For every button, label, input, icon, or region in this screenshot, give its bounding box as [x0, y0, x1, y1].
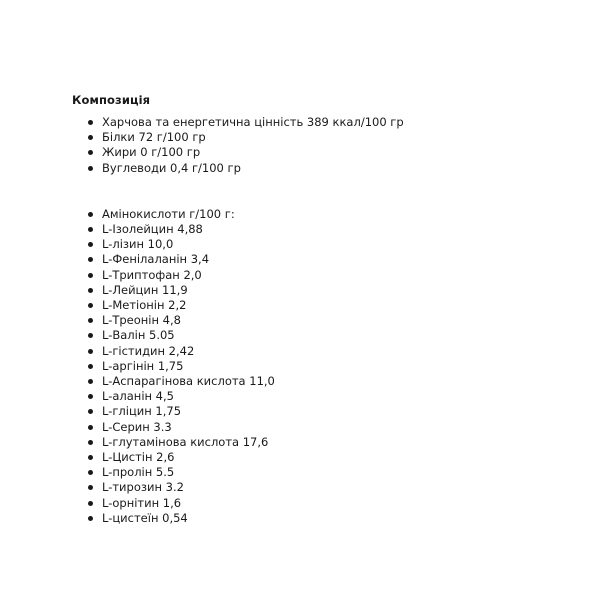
amino-acid-item [72, 374, 582, 389]
amino-acid-item-text: L-Треонін 4,8 [102, 313, 181, 328]
amino-acid-list [72, 207, 582, 526]
amino-acid-item-text: L-Цистін 2,6 [102, 450, 175, 465]
amino-acid-item-text: L-Ізолейцин 4,88 [102, 222, 203, 237]
bullet-icon [88, 257, 93, 262]
section-spacer [72, 176, 582, 207]
amino-acid-title: Амінокислоти г/100 г: [102, 206, 235, 221]
bullet-icon [88, 470, 93, 475]
nutrition-item-text: Вуглеводи 0,4 г/100 гр [102, 160, 241, 175]
amino-acid-item-text: L-Лейцин 11,9 [102, 282, 188, 297]
bullet-icon [88, 425, 93, 430]
amino-acid-item [72, 298, 582, 313]
amino-acid-item [72, 252, 582, 267]
bullet-icon [88, 242, 93, 247]
amino-acid-item-text: L-Фенілаланін 3,4 [102, 252, 210, 267]
bullet-icon [88, 273, 93, 278]
nutrition-item [72, 130, 582, 145]
amino-acid-item [72, 283, 582, 298]
bullet-icon [88, 394, 93, 399]
amino-acid-item-text: L-аланін 4,5 [102, 389, 174, 404]
bullet-icon [88, 440, 93, 445]
amino-acid-item [72, 268, 582, 283]
amino-acid-item [72, 480, 582, 495]
nutrition-item [72, 145, 582, 160]
amino-acid-item-text: L-аргінін 1,75 [102, 358, 184, 373]
amino-acid-item-text: L-пролін 5.5 [102, 465, 175, 480]
bullet-icon [88, 455, 93, 460]
bullet-icon [88, 516, 93, 521]
amino-acid-item-text: L-Валін 5.05 [102, 328, 175, 343]
amino-acid-item [72, 359, 582, 374]
bullet-icon [88, 333, 93, 338]
nutrition-list [72, 115, 582, 176]
bullet-icon [88, 212, 93, 217]
bullet-icon [88, 150, 93, 155]
amino-acid-item-text: L-лізин 10,0 [102, 237, 174, 252]
amino-acid-title-item [72, 207, 582, 222]
bullet-icon [88, 288, 93, 293]
amino-acid-item [72, 313, 582, 328]
amino-acid-item-text: L-Метіонін 2,2 [102, 298, 187, 313]
amino-acid-item [72, 496, 582, 511]
bullet-icon [88, 501, 93, 506]
amino-acid-item [72, 465, 582, 480]
composition-section [72, 93, 582, 526]
amino-acid-item-text: L-цистеїн 0,54 [102, 510, 188, 525]
bullet-icon [88, 318, 93, 323]
amino-acid-item-text: L-гістидин 2,42 [102, 343, 195, 358]
bullet-icon [88, 166, 93, 171]
amino-acid-item-text: L-Серин 3.3 [102, 419, 172, 434]
amino-acid-item-text: L-Аспарагінова кислота 11,0 [102, 374, 275, 389]
amino-acid-item [72, 222, 582, 237]
nutrition-item [72, 161, 582, 176]
bullet-icon [88, 303, 93, 308]
composition-heading: Композиція [72, 93, 151, 107]
bullet-icon [88, 120, 93, 125]
amino-acid-item [72, 420, 582, 435]
amino-acid-item-text: L-Триптофан 2,0 [102, 267, 202, 282]
bullet-icon [88, 364, 93, 369]
nutrition-item [72, 115, 582, 130]
amino-acid-item-text: L-орнітин 1,6 [102, 495, 182, 510]
amino-acid-item [72, 450, 582, 465]
bullet-icon [88, 409, 93, 414]
nutrition-item-text: Харчова та енергетична цінність 389 ккал/100 гр [102, 115, 404, 129]
nutrition-item-text: Білки 72 г/100 гр [102, 130, 206, 145]
bullet-icon [88, 485, 93, 490]
nutrition-item-text: Жири 0 г/100 гр [102, 145, 201, 160]
amino-acid-item [72, 389, 582, 404]
bullet-icon [88, 379, 93, 384]
amino-acid-item [72, 435, 582, 450]
bullet-icon [88, 135, 93, 140]
amino-acid-item [72, 344, 582, 359]
bullet-icon [88, 227, 93, 232]
amino-acid-item [72, 511, 582, 526]
bullet-icon [88, 349, 93, 354]
amino-acid-item [72, 404, 582, 419]
amino-acid-item-text: L-тирозин 3.2 [102, 480, 184, 495]
amino-acid-item [72, 328, 582, 343]
amino-acid-item-text: L-глутамінова кислота 17,6 [102, 434, 269, 449]
amino-acid-item [72, 237, 582, 252]
amino-acid-item-text: L-гліцин 1,75 [102, 404, 182, 419]
